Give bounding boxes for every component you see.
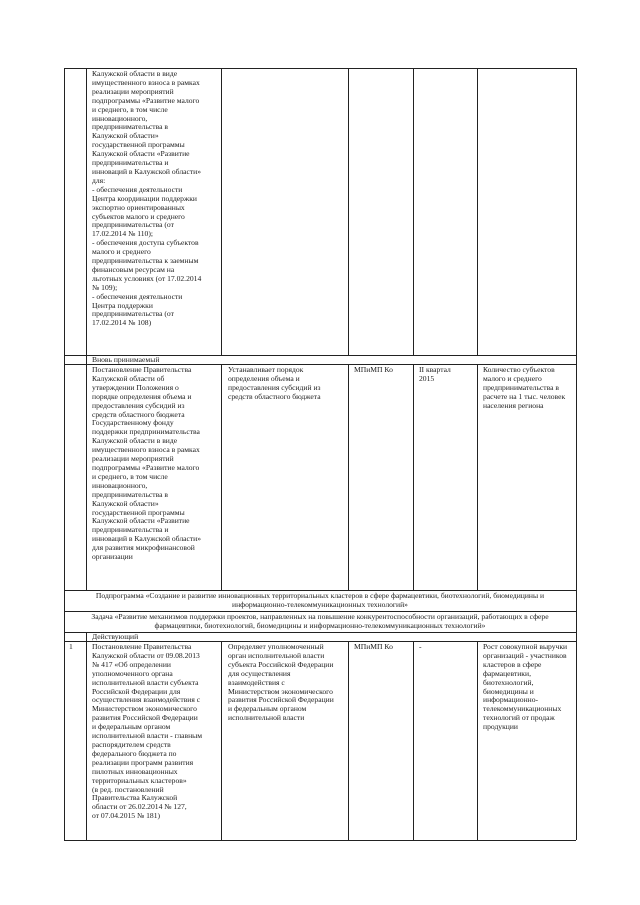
table-line: [477, 364, 478, 590]
cell-act-content: Определяет уполномоченный орган исполнительной власти субъекта Российской Федерации для осуществления взаимодействия с Министерством экономического развития Российской Федерации и федеральным органом исполнительной власти: [228, 642, 334, 723]
cell-responsible: МПиМП Ко: [354, 642, 393, 651]
cell-deadline: -: [419, 642, 422, 651]
table-line: [64, 840, 576, 841]
cell-indicator: Рост совокупной выручки организаций - участников кластеров в сфере фармацевтики, биотехнологий, биомедицины и информационно- телекоммуникационных технологий от продаж продукции: [483, 642, 568, 732]
table-line: [576, 68, 577, 840]
section-row-new: Вновь принимаемый: [92, 354, 160, 364]
section-row-active: Действующий: [92, 631, 139, 641]
cell-responsible: МПиМП Ко: [354, 365, 393, 374]
table-line: [221, 364, 222, 590]
table-line: [221, 68, 222, 355]
table-line: [221, 641, 222, 840]
table-line: [477, 68, 478, 355]
task-title: Задача «Развитие механизмов поддержки проектов, направленных на повышение конкурентоспособности организаций, работающих в сфере фармацевтики, биотехнологий, биомедицины и информационно-телекоммуникационных технологий»: [91, 612, 549, 630]
table-line: [348, 68, 349, 355]
cell-act-name: Постановление Правительства Калужской области об утверждении Положения о порядке определения объема и предоставления субсидий из средств областного бюджета Государственному фонду поддержки предпринимательства Калужской области в виде имущественного взноса в рамках реализации мероприятий подпрограммы «Развитие малого и среднего, в том числе инновационного, предпринимательства в Калужской области» государственной программы Калужской области «Развитие предпринимательства и инноваций в Калужской области» для развития микрофинансовой организации: [92, 365, 202, 562]
table-line: [64, 68, 65, 840]
table-line: [477, 641, 478, 840]
table-line: [86, 632, 87, 840]
cell-act-content: Устанавливает порядок определения объема и предоставления субсидий из средств областного бюджета: [228, 365, 321, 401]
table-line: [413, 364, 414, 590]
cell-act-name: Постановление Правительства Калужской области от 09.08.2013 № 417 «Об определении уполномоченного органа исполнительной власти субъекта Российской Федерации для осуществления взаимодействия с Министерством экономического развития Российской Федерации и федеральным органом исполнительной власти - главным распорядителем средств федерального бюджета по реализации программ развития пилотных инновационных территориальных кластеров» (в ред. постановлений Правительства Калужской области от 26.02.2014 № 127, от 07.04.2015 № 181): [92, 642, 203, 821]
cell-indicator: Количество субъектов малого и среднего предпринимательства в расчете на 1 тыс. человек населения региона: [483, 365, 566, 410]
table-line: [86, 68, 87, 590]
table-line: [348, 641, 349, 840]
cell-deadline: II квартал 2015: [419, 365, 451, 383]
table-line: [413, 641, 414, 840]
cell-act-name: Калужской области в виде имущественного взноса в рамках реализации мероприятий подпрограммы «Развитие малого и среднего, в том числе инновационного, предпринимательства в Калужской области» государственной программы Калужской области «Развитие предпринимательства и инноваций в Калужской области» для: - обеспечения деятельности Центра координации поддержки экспортно ориентированных субъектов малого и среднего предпринимательства (от 17.02.2014 № 110); - обеспечения доступа субъектов малого и среднего предпринимательства к заемным финансовым ресурсам на льготных условиях (от 17.02.2014 № 109); - обеспечения деятельности Центра поддержки предпринимательства (от 17.02.2014 № 108): [92, 69, 202, 328]
subprogram-title: Подпрограмма «Создание и развитие инновационных территориальных кластеров в сфере фармацевтики, биотехнологий, биомедицины и информационно-телекоммуникационных технологий»: [95, 591, 545, 609]
cell-row-number: 1: [69, 642, 73, 651]
table-line: [413, 68, 414, 355]
table-line: [348, 364, 349, 590]
